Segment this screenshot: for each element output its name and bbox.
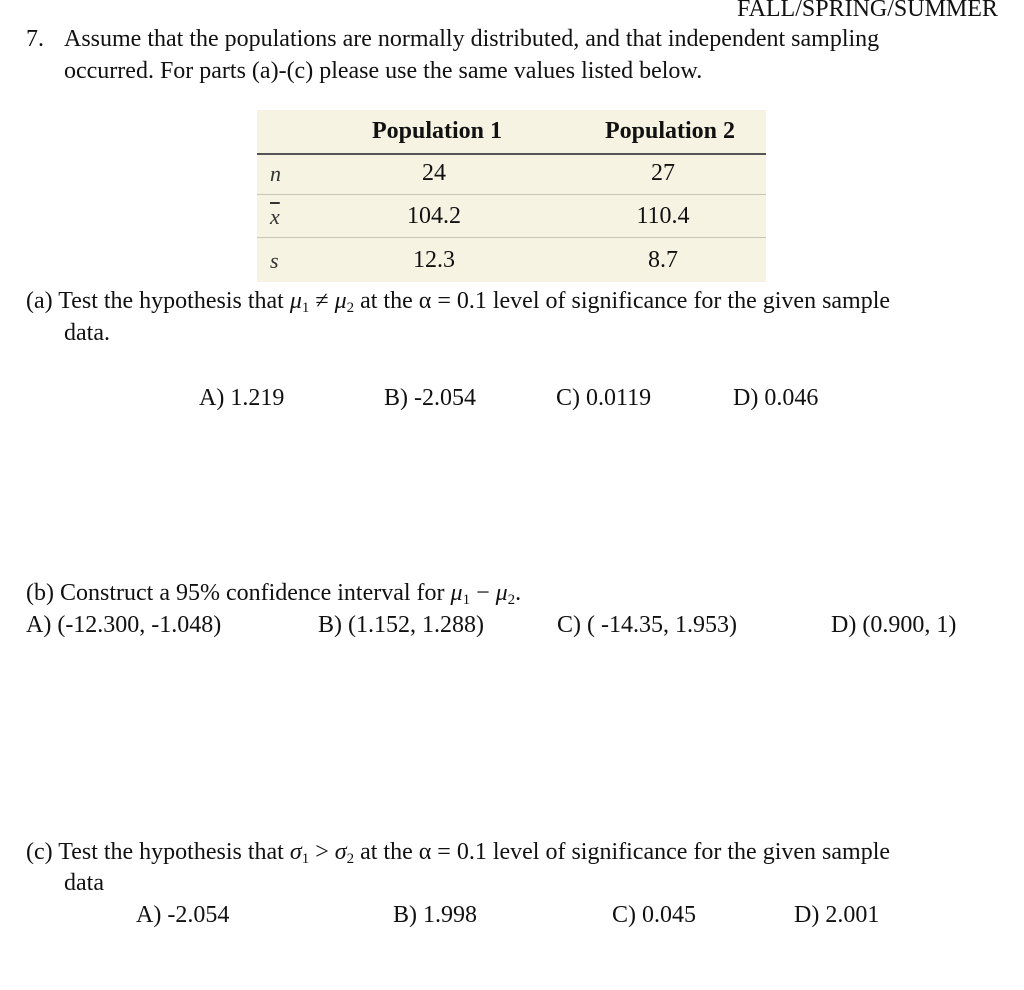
table-cell-xbar-pop1: 104.2	[407, 203, 461, 229]
mu-symbol: μ	[289, 288, 302, 314]
sigma-symbol: σ	[289, 839, 302, 865]
term-header: FALL/SPRING/SUMMER	[737, 0, 998, 22]
table-cell-n-pop1: 24	[422, 160, 446, 186]
part-a-text-pre: Test the hypothesis that	[58, 288, 284, 314]
table-cell-xbar-pop2: 110.4	[636, 203, 690, 229]
mu-symbol: μ	[334, 288, 347, 314]
part-a-text-post: at the α = 0.1 level of significance for the given sample	[360, 288, 891, 314]
not-equal-symbol: ≠	[315, 288, 329, 314]
part-c-question	[26, 837, 890, 874]
part-a-option-d: D) 0.046	[733, 385, 819, 411]
subscript: 2	[346, 851, 355, 867]
part-c-text-pre: Test the hypothesis that	[58, 839, 284, 865]
part-a-option-c: C) 0.0119	[556, 385, 652, 411]
part-c-text-line2: data	[64, 870, 104, 896]
part-c-option-d: D) 2.001	[794, 902, 880, 928]
part-c-option-c: C) 0.045	[612, 902, 696, 928]
table-cell-s-pop2: 8.7	[648, 247, 678, 273]
table-row-label-xbar: $\overline{x}$	[270, 204, 280, 229]
sigma-symbol: σ	[334, 839, 347, 865]
question-text-line2: occurred. For parts (a)-(c) please use the same values listed below.	[64, 58, 703, 84]
part-a-text-line2: data.	[64, 320, 110, 346]
period: .	[515, 580, 522, 606]
table-cell-s-pop1: 12.3	[413, 247, 455, 273]
subscript: 2	[507, 592, 516, 608]
part-b-option-d: D) (0.900, 1)	[831, 612, 957, 638]
question-number: 7.	[26, 26, 44, 52]
part-b-text-pre: Construct a 95% confidence interval for	[59, 580, 445, 606]
table-row-label-n: n	[270, 161, 281, 186]
part-b-label: (b)	[26, 580, 54, 606]
greater-than-symbol: >	[315, 839, 329, 865]
table-row-divider	[257, 237, 766, 238]
part-a-label: (a)	[26, 288, 53, 314]
table-header-population-2: Population 2	[605, 118, 736, 144]
part-b-option-c: C) ( -14.35, 1.953)	[557, 612, 737, 638]
table-header-population-1: Population 1	[372, 118, 503, 144]
part-c-label: (c)	[26, 839, 53, 865]
mu-symbol: μ	[450, 580, 463, 606]
part-c-option-a: A) -2.054	[136, 902, 230, 928]
subscript: 1	[462, 592, 471, 608]
table-row-divider	[257, 194, 766, 195]
subscript: 1	[301, 851, 310, 867]
question-text-line1: Assume that the populations are normally distributed, and that independent sampling	[64, 26, 880, 52]
mu-symbol: μ	[495, 580, 508, 606]
sample-data-table	[257, 110, 766, 282]
part-b-option-b: B) (1.152, 1.288)	[318, 612, 484, 638]
part-a-question	[26, 286, 890, 323]
subscript: 2	[346, 300, 355, 316]
part-b-option-a: A) (-12.300, -1.048)	[26, 612, 222, 638]
minus-symbol: −	[476, 580, 490, 606]
table-cell-n-pop2: 27	[651, 160, 675, 186]
part-c-option-b: B) 1.998	[393, 902, 477, 928]
part-a-option-b: B) -2.054	[384, 385, 476, 411]
table-row-label-s: s	[270, 248, 279, 273]
part-c-text-post: at the α = 0.1 level of significance for the given sample	[360, 839, 891, 865]
table-header-divider	[257, 153, 766, 155]
subscript: 1	[301, 300, 310, 316]
part-a-option-a: A) 1.219	[199, 385, 285, 411]
